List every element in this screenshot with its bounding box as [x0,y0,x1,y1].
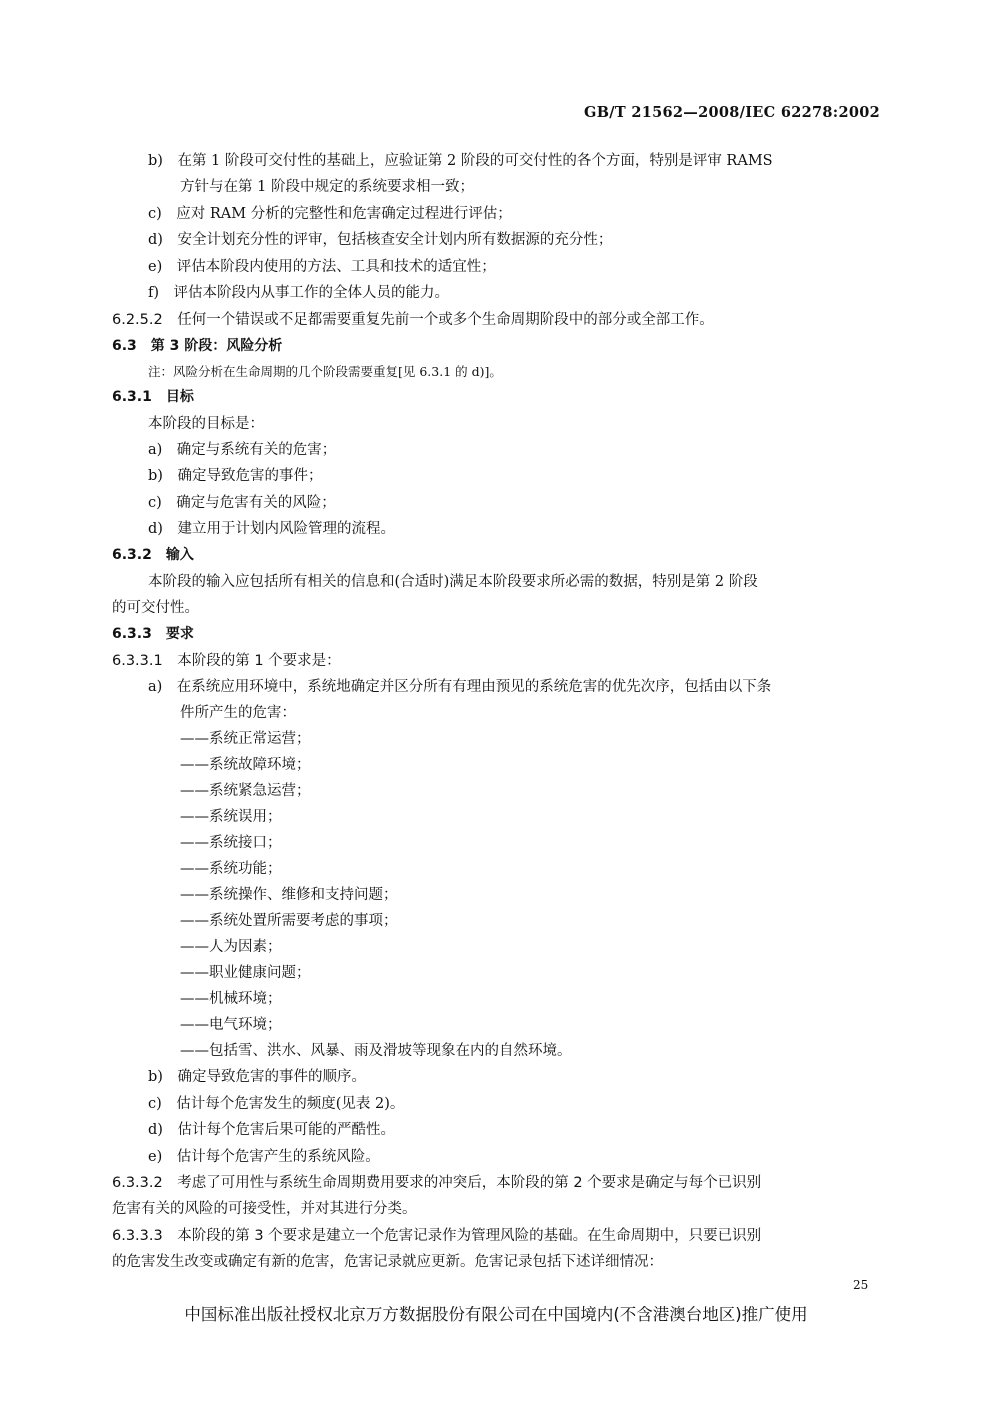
dash-item: ——系统处置所需要考虑的事项； [180,913,398,929]
dash-item: ——包括雪、洪水、风暴、雨及滑坡等现象在内的自然环境。 [180,1043,572,1059]
objective-d: d) 建立用于计划内风险管理的流程。 [148,521,395,537]
clause-6-2-5-2: 6.2.5.2 任何一个错误或不足都需要重复先前一个或多个生命周期阶段中的部分或全部工作。 [112,312,714,328]
standard-code-header: GB/T 21562—2008/IEC 62278:2002 [584,104,880,121]
dash-item: ——职业健康问题； [180,965,311,981]
item-f: f) 评估本阶段内从事工作的全体人员的能力。 [148,285,450,301]
section-6-3-1-heading: 6.3.1 目标 [112,389,194,405]
clause-6-3-3-3-line2: 的危害发生改变或确定有新的危害，危害记录就应更新。危害记录包括下述详细情况： [112,1254,663,1270]
clause-6-3-3-2-line1: 6.3.3.2 考虑了可用性与系统生命周期费用要求的冲突后，本阶段的第 2 个要求是确定与每个已识别 [112,1175,762,1191]
clause-6-3-3-1: 6.3.3.1 本阶段的第 1 个要求是： [112,653,341,669]
note: 注：风险分析在生命周期的几个阶段需要重复[见 6.3.1 的 d)]。 [148,364,502,379]
publisher-footer: 中国标准出版社授权北京万方数据股份有限公司在中国境内(不含港澳台地区)推广使用 [184,1305,808,1324]
dash-item: ——系统紧急运营； [180,783,311,799]
dash-item: ——电气环境； [180,1017,282,1033]
input-para-line2: 的可交付性。 [112,600,199,616]
req-a-line2: 件所产生的危害： [180,705,296,721]
section-6-3-3-heading: 6.3.3 要求 [112,626,194,642]
input-para-line1: 本阶段的输入应包括所有相关的信息和(合适时)满足本阶段要求所必需的数据，特别是第 2 阶段 [148,574,758,590]
item-e: e) 评估本阶段内使用的方法、工具和技术的适宜性； [148,259,496,275]
page-number: 25 [853,1278,869,1292]
dash-item: ——系统正常运营； [180,731,311,747]
objective-c: c) 确定与危害有关的风险； [148,495,336,511]
item-b-line1: b) 在第 1 阶段可交付性的基础上，应验证第 2 阶段的可交付性的各个方面，特别是评审 RAMS [148,153,773,169]
section-6-3-2-heading: 6.3.2 输入 [112,547,194,563]
item-b-line2: 方针与在第 1 阶段中规定的系统要求相一致； [180,179,474,195]
req-d: d) 估计每个危害后果可能的严酷性。 [148,1122,395,1138]
dash-item: ——系统误用； [180,809,282,825]
dash-item: ——系统功能； [180,861,282,877]
section-6-3-heading: 6.3 第 3 阶段：风险分析 [112,338,283,354]
item-c: c) 应对 RAM 分析的完整性和危害确定过程进行评估； [148,206,512,222]
dash-item: ——系统操作、维修和支持问题； [180,887,398,903]
req-b: b) 确定导致危害的事件的顺序。 [148,1069,366,1085]
clause-6-3-3-3-line1: 6.3.3.3 本阶段的第 3 个要求是建立一个危害记录作为管理风险的基础。在生命周期中，只要已识别 [112,1228,762,1244]
dash-item: ——机械环境； [180,991,282,1007]
item-d: d) 安全计划充分性的评审，包括核查安全计划内所有数据源的充分性； [148,232,613,248]
req-e: e) 估计每个危害产生的系统风险。 [148,1149,380,1165]
req-c: c) 估计每个危害发生的频度(见表 2)。 [148,1096,405,1112]
dash-item: ——系统故障环境； [180,757,311,773]
req-a-line1: a) 在系统应用环境中，系统地确定并区分所有有理由预见的系统危害的优先次序，包括由以下条 [148,679,772,695]
clause-6-3-3-2-line2: 危害有关的风险的可接受性，并对其进行分类。 [112,1201,417,1217]
dash-item: ——人为因素； [180,939,282,955]
objective-b: b) 确定导致危害的事件； [148,468,323,484]
dash-item: ——系统接口； [180,835,282,851]
objective-a: a) 确定与系统有关的危害； [148,442,337,458]
objectives-intro: 本阶段的目标是： [148,416,264,432]
